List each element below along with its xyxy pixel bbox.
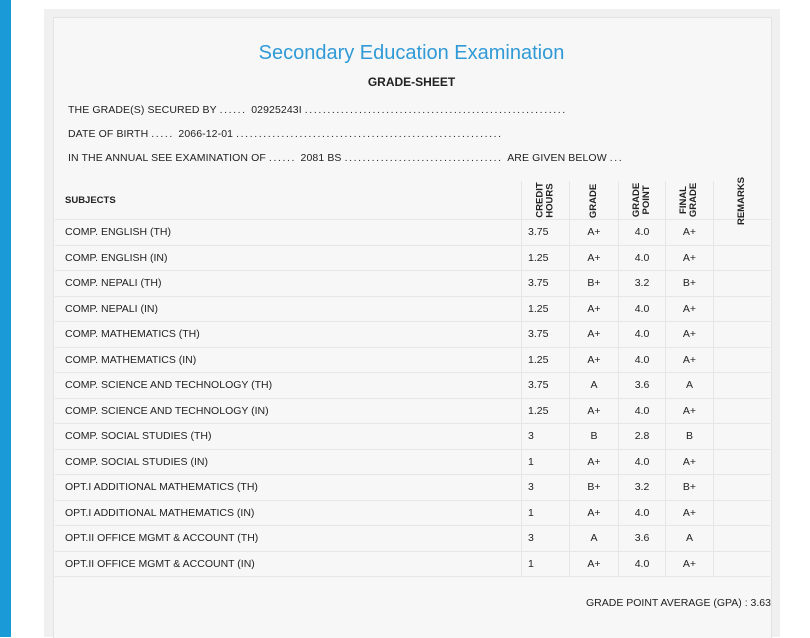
cell-subject: COMP. ENGLISH (IN) xyxy=(55,245,522,271)
cell-subject: COMP. MATHEMATICS (TH) xyxy=(55,322,522,348)
cell-final-grade: A+ xyxy=(666,220,714,246)
cell-remarks xyxy=(714,551,771,577)
header-final-grade-label: FINAL GRADE xyxy=(678,182,700,218)
cell-grade-point: 4.0 xyxy=(619,322,666,348)
table-row xyxy=(55,296,770,322)
given-below-label: ARE GIVEN BELOW xyxy=(507,152,607,164)
cell-subject: OPT.II OFFICE MGMT & ACCOUNT (TH) xyxy=(55,526,522,552)
cell-grade: A+ xyxy=(570,220,619,246)
gpa-line xyxy=(586,597,771,609)
cell-grade: B+ xyxy=(570,271,619,297)
cell-credit-hours: 1.25 xyxy=(522,398,570,424)
header-grade xyxy=(570,181,619,220)
cell-grade-point: 4.0 xyxy=(619,551,666,577)
gpa-value: 3.63 xyxy=(750,597,771,609)
cell-credit-hours: 3.75 xyxy=(522,322,570,348)
cell-grade: A+ xyxy=(570,296,619,322)
dob-line: DATE OF BIRTH ..... 2066-12-01 ........................................................... xyxy=(68,128,503,140)
cell-final-grade: A+ xyxy=(666,398,714,424)
header-grade-point-label: GRADE POINT xyxy=(631,182,652,218)
table-row xyxy=(55,271,770,297)
cell-final-grade: A+ xyxy=(666,500,714,526)
cell-grade-point: 4.0 xyxy=(619,449,666,475)
dob-value: 2066-12-01 xyxy=(178,128,234,140)
cell-subject: COMP. SOCIAL STUDIES (IN) xyxy=(55,449,522,475)
cell-grade: A+ xyxy=(570,551,619,577)
cell-credit-hours: 3 xyxy=(522,475,570,501)
table-row xyxy=(55,220,770,246)
header-final-grade xyxy=(666,181,714,220)
cell-final-grade: B+ xyxy=(666,475,714,501)
header-remarks xyxy=(714,176,771,225)
secured-by-label: THE GRADE(S) SECURED BY xyxy=(68,104,217,116)
cell-credit-hours: 3.75 xyxy=(522,271,570,297)
table-row xyxy=(55,449,770,475)
cell-remarks xyxy=(714,526,771,552)
table-row xyxy=(55,373,770,399)
cell-final-grade: A+ xyxy=(666,322,714,348)
cell-final-grade: A+ xyxy=(666,551,714,577)
table-row xyxy=(55,322,770,348)
cell-subject: COMP. ENGLISH (TH) xyxy=(55,220,522,246)
table-row xyxy=(55,347,770,373)
cell-final-grade: A+ xyxy=(666,347,714,373)
cell-remarks xyxy=(714,271,771,297)
cell-subject: COMP. MATHEMATICS (IN) xyxy=(55,347,522,373)
cell-grade-point: 3.6 xyxy=(619,526,666,552)
cell-grade: A+ xyxy=(570,398,619,424)
cell-remarks xyxy=(714,424,771,450)
cell-grade: B xyxy=(570,424,619,450)
cell-grade: A+ xyxy=(570,500,619,526)
cell-remarks xyxy=(714,322,771,348)
cell-subject: COMP. SCIENCE AND TECHNOLOGY (TH) xyxy=(55,373,522,399)
cell-subject: COMP. SOCIAL STUDIES (TH) xyxy=(55,424,522,450)
cell-grade: A xyxy=(570,526,619,552)
table-header-row xyxy=(55,181,770,220)
cell-remarks xyxy=(714,245,771,271)
cell-final-grade: A+ xyxy=(666,245,714,271)
cell-grade: B+ xyxy=(570,475,619,501)
cell-grade-point: 2.8 xyxy=(619,424,666,450)
cell-grade-point: 4.0 xyxy=(619,296,666,322)
cell-final-grade: B+ xyxy=(666,271,714,297)
table-row xyxy=(55,245,770,271)
table-row xyxy=(55,424,770,450)
cell-subject: COMP. SCIENCE AND TECHNOLOGY (IN) xyxy=(55,398,522,424)
header-grade-label: GRADE xyxy=(588,183,599,218)
cell-credit-hours: 1 xyxy=(522,551,570,577)
cell-credit-hours: 1.25 xyxy=(522,245,570,271)
cell-remarks xyxy=(714,398,771,424)
secured-by-value: 02925243I xyxy=(251,104,302,116)
cell-credit-hours: 3.75 xyxy=(522,220,570,246)
cell-grade: A+ xyxy=(570,347,619,373)
secured-by-line: THE GRADE(S) SECURED BY ...... 02925243I .......................................................... xyxy=(68,104,567,116)
grades-table-body xyxy=(55,220,770,577)
cell-grade: A xyxy=(570,373,619,399)
cell-credit-hours: 1.25 xyxy=(522,347,570,373)
cell-credit-hours: 1.25 xyxy=(522,296,570,322)
cell-remarks xyxy=(714,475,771,501)
cell-remarks xyxy=(714,296,771,322)
exam-line: IN THE ANNUAL SEE EXAMINATION OF ...... 2081 BS ................................... ARE GIVEN BELOW ... xyxy=(68,152,624,164)
grades-table xyxy=(55,176,770,577)
header-subjects: SUBJECTS xyxy=(55,181,522,220)
table-row xyxy=(55,500,770,526)
table-row xyxy=(55,475,770,501)
header-credit-hours xyxy=(522,181,570,220)
page-subtitle: GRADE-SHEET xyxy=(367,75,456,89)
cell-grade-point: 3.6 xyxy=(619,373,666,399)
table-row xyxy=(55,551,770,577)
cell-final-grade: B xyxy=(666,424,714,450)
cell-subject: OPT.II OFFICE MGMT & ACCOUNT (IN) xyxy=(55,551,522,577)
cell-subject: COMP. NEPALI (IN) xyxy=(55,296,522,322)
cell-remarks xyxy=(714,373,771,399)
page-title: Secondary Education Examination xyxy=(258,42,565,64)
cell-grade-point: 3.2 xyxy=(619,475,666,501)
left-accent-bar xyxy=(0,0,11,637)
cell-grade-point: 4.0 xyxy=(619,500,666,526)
cell-final-grade: A+ xyxy=(666,296,714,322)
cell-subject: OPT.I ADDITIONAL MATHEMATICS (TH) xyxy=(55,475,522,501)
cell-credit-hours: 1 xyxy=(522,449,570,475)
header-remarks-label: REMARKS xyxy=(736,176,747,225)
exam-label: IN THE ANNUAL SEE EXAMINATION OF xyxy=(68,152,266,164)
cell-credit-hours: 3 xyxy=(522,526,570,552)
cell-grade: A+ xyxy=(570,449,619,475)
cell-final-grade: A+ xyxy=(666,449,714,475)
cell-subject: COMP. NEPALI (TH) xyxy=(55,271,522,297)
cell-subject: OPT.I ADDITIONAL MATHEMATICS (IN) xyxy=(55,500,522,526)
cell-remarks xyxy=(714,347,771,373)
cell-remarks xyxy=(714,500,771,526)
table-row xyxy=(55,526,770,552)
cell-remarks xyxy=(714,449,771,475)
header-grade-point xyxy=(619,181,666,220)
cell-grade-point: 4.0 xyxy=(619,398,666,424)
cell-credit-hours: 3 xyxy=(522,424,570,450)
cell-grade: A+ xyxy=(570,245,619,271)
header-credit-hours-label: CREDIT HOURS xyxy=(534,182,556,218)
cell-grade-point: 3.2 xyxy=(619,271,666,297)
table-row xyxy=(55,398,770,424)
cell-credit-hours: 3.75 xyxy=(522,373,570,399)
gpa-label: GRADE POINT AVERAGE (GPA) : xyxy=(586,597,748,609)
cell-grade-point: 4.0 xyxy=(619,220,666,246)
cell-final-grade: A xyxy=(666,373,714,399)
cell-credit-hours: 1 xyxy=(522,500,570,526)
dob-label: DATE OF BIRTH xyxy=(68,128,149,140)
cell-final-grade: A xyxy=(666,526,714,552)
cell-grade-point: 4.0 xyxy=(619,347,666,373)
exam-value: 2081 BS xyxy=(300,152,342,164)
cell-grade-point: 4.0 xyxy=(619,245,666,271)
cell-grade: A+ xyxy=(570,322,619,348)
